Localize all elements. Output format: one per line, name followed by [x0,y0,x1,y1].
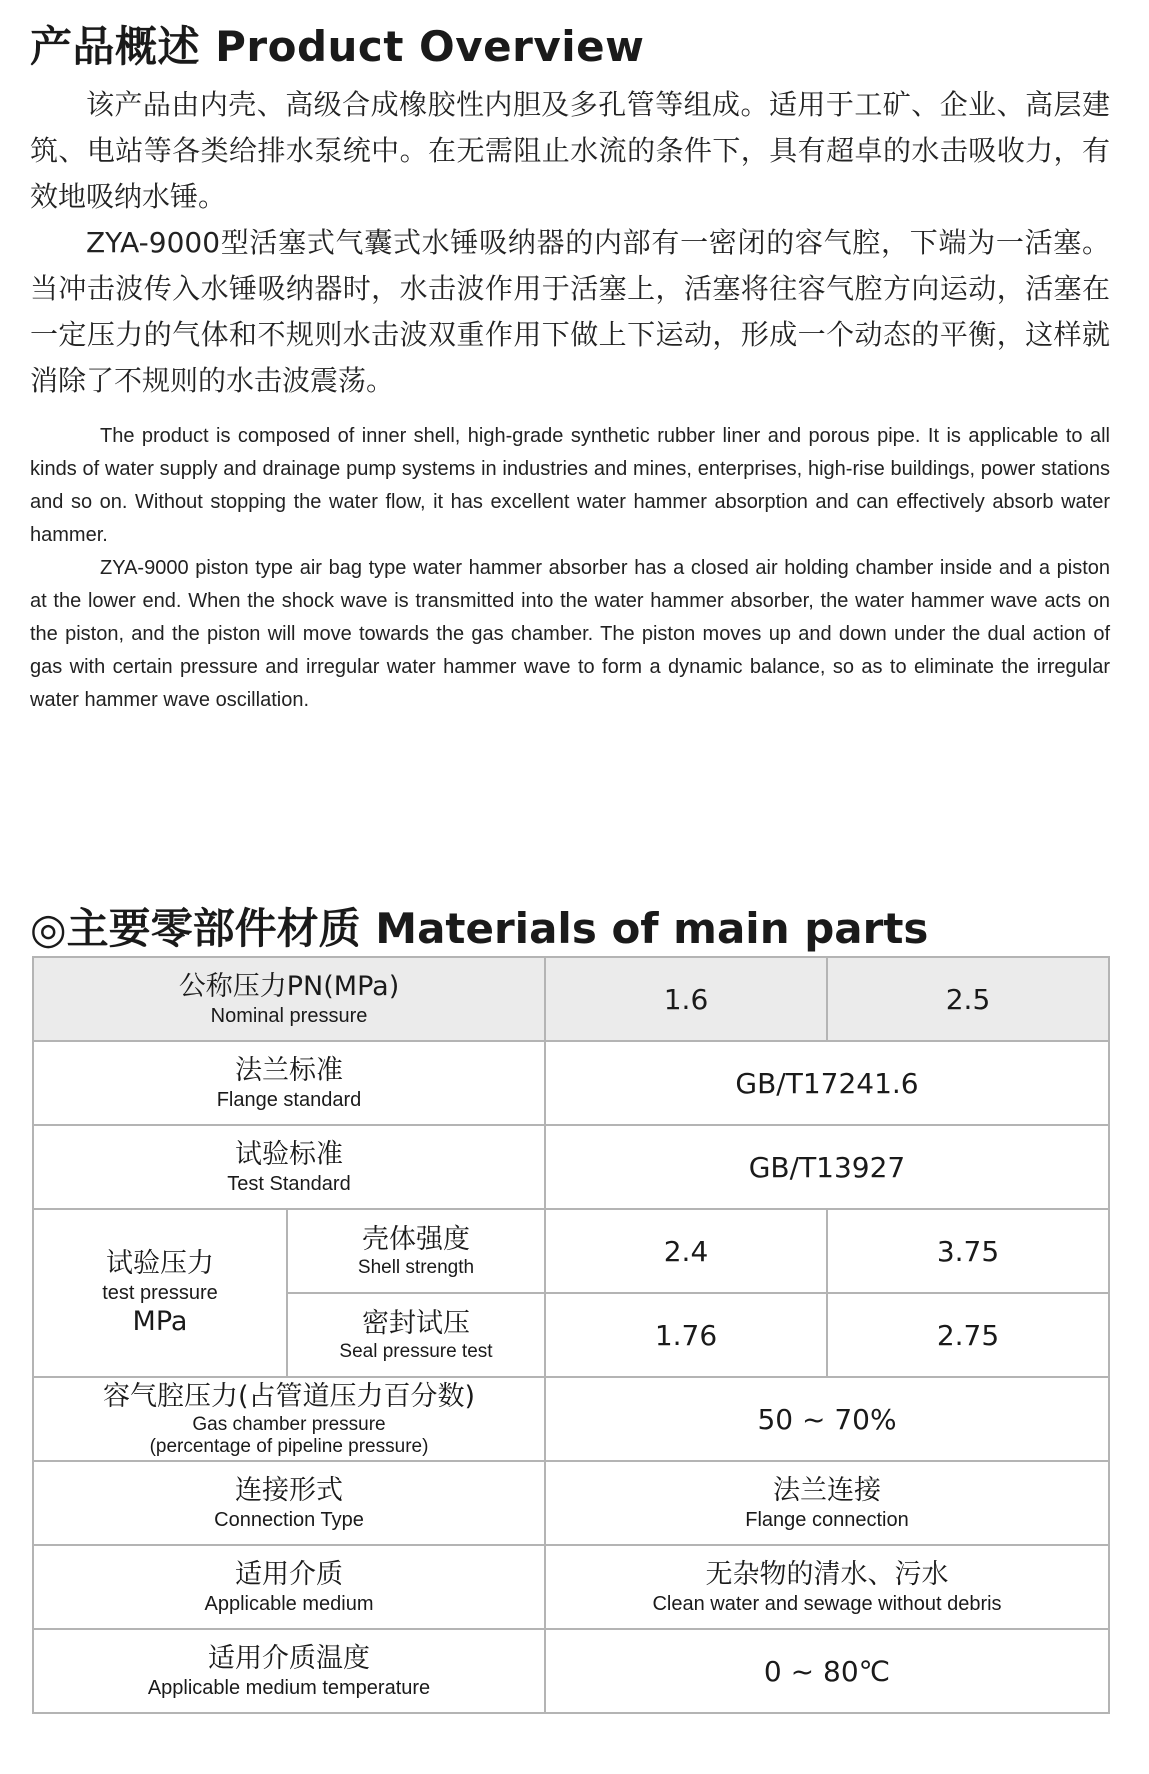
table-row-applicable-medium [33,1545,1109,1629]
table-row-nominal-pressure [33,957,1109,1041]
table-row-flange-standard [33,1041,1109,1125]
cn-paragraph-2: ZYA-9000型活塞式气囊式水锤吸纳器的内部有一密闭的容气腔，下端为一活塞。当冲击波传入水锤吸纳器时，水击波作用于活塞上，活塞将往容气腔方向运动，活塞在一定压力的气体和不规则水击波双重作用下做上下运动，形成一个动态的平衡，这样就消除了不规则的水击波震荡。 [30,226,1110,397]
overview-en-text [30,420,1110,717]
applicable-medium-label [33,1545,545,1629]
flange-standard-en: Flange standard [216,1089,362,1111]
flange-standard-label [33,1041,545,1125]
applicable-medium-value-en: Clean water and sewage without debris [652,1593,1002,1615]
applicable-medium-en: Applicable medium [204,1593,374,1615]
gas-chamber-value: 50 ~ 70% [545,1377,1109,1461]
nominal-pressure-en: Nominal pressure [210,1005,368,1027]
connection-type-en: Connection Type [214,1509,364,1531]
flange-standard-cn: 法兰标准 [235,1055,343,1086]
overview-cn-text [30,82,1110,404]
nominal-pressure-cn: 公称压力PN(MPa) [178,971,400,1002]
seal-pressure-label [287,1293,545,1377]
cn-paragraph-1: 该产品由内壳、高级合成橡胶性内胆及多孔管等组成。适用于工矿、企业、高层建筑、电站等各类给排水泵统中。在无需阻止水流的条件下，具有超卓的水击吸收力，有效地吸纳水锤。 [30,88,1110,213]
test-standard-cn: 试验标准 [235,1139,343,1170]
shell-strength-value-2: 3.75 [827,1209,1109,1293]
applicable-medium-value-cn: 无杂物的清水、污水 [705,1559,949,1590]
medium-temperature-en: Applicable medium temperature [147,1677,431,1699]
nominal-pressure-label [33,957,545,1041]
gas-chamber-en-1: Gas chamber pressure [192,1414,386,1435]
shell-strength-value-1: 2.4 [545,1209,827,1293]
shell-strength-label [287,1209,545,1293]
test-pressure-label [33,1209,287,1377]
applicable-medium-value [545,1545,1109,1629]
medium-temperature-cn: 适用介质温度 [208,1643,370,1674]
seal-pressure-value-2: 2.75 [827,1293,1109,1377]
test-standard-value: GB/T13927 [545,1125,1109,1209]
table-row-test-standard [33,1125,1109,1209]
gas-chamber-en-2: (percentage of pipeline pressure) [149,1436,429,1457]
materials-title: ◎主要零部件材质 Materials of main parts [30,904,929,953]
applicable-medium-cn: 适用介质 [235,1559,343,1590]
gas-chamber-label [33,1377,545,1461]
shell-strength-cn: 壳体强度 [362,1224,470,1255]
table-row-shell-strength [33,1209,1109,1293]
test-pressure-unit: MPa [132,1306,188,1337]
connection-type-label [33,1461,545,1545]
test-standard-label [33,1125,545,1209]
medium-temperature-label [33,1629,545,1713]
table-row-gas-chamber [33,1377,1109,1461]
overview-title: 产品概述 Product Overview [30,22,645,71]
test-pressure-cn: 试验压力 [106,1248,214,1279]
connection-type-value [545,1461,1109,1545]
connection-type-value-cn: 法兰连接 [773,1475,881,1506]
materials-table [32,956,1110,1714]
table-row-connection-type [33,1461,1109,1545]
gas-chamber-cn: 容气腔压力(占管道压力百分数) [102,1381,476,1412]
nominal-pressure-value-2: 2.5 [827,957,1109,1041]
en-paragraph-1: The product is composed of inner shell, high-grade synthetic rubber liner and porous pipe. It is applicable to all kinds of water supply and drainage pump systems in industries and mines, enterprises, high-rise buildings, power stations and so on. Without stopping the water flow, it has excellent water hammer absorption and can effectively absorb water hammer. [30,425,1110,546]
test-standard-en: Test Standard [227,1173,351,1195]
seal-pressure-cn: 密封试压 [362,1308,470,1339]
flange-standard-value: GB/T17241.6 [545,1041,1109,1125]
seal-pressure-en: Seal pressure test [339,1341,493,1362]
shell-strength-en: Shell strength [357,1257,475,1278]
medium-temperature-value: 0 ~ 80℃ [545,1629,1109,1713]
seal-pressure-value-1: 1.76 [545,1293,827,1377]
en-paragraph-2: ZYA-9000 piston type air bag type water hammer absorber has a closed air holding chamber inside and a piston at the lower end. When the shock wave is transmitted into the water hammer absorber, the water hammer wave acts on the piston, and the piston will move towards the gas chamber. The piston moves up and down under the dual action of gas with certain pressure and irregular water hammer wave to form a dynamic balance, so as to eliminate the irregular water hammer wave oscillation. [30,557,1110,711]
table-row-medium-temperature [33,1629,1109,1713]
nominal-pressure-value-1: 1.6 [545,957,827,1041]
connection-type-value-en: Flange connection [745,1509,909,1531]
connection-type-cn: 连接形式 [235,1475,343,1506]
test-pressure-en: test pressure [102,1282,218,1304]
